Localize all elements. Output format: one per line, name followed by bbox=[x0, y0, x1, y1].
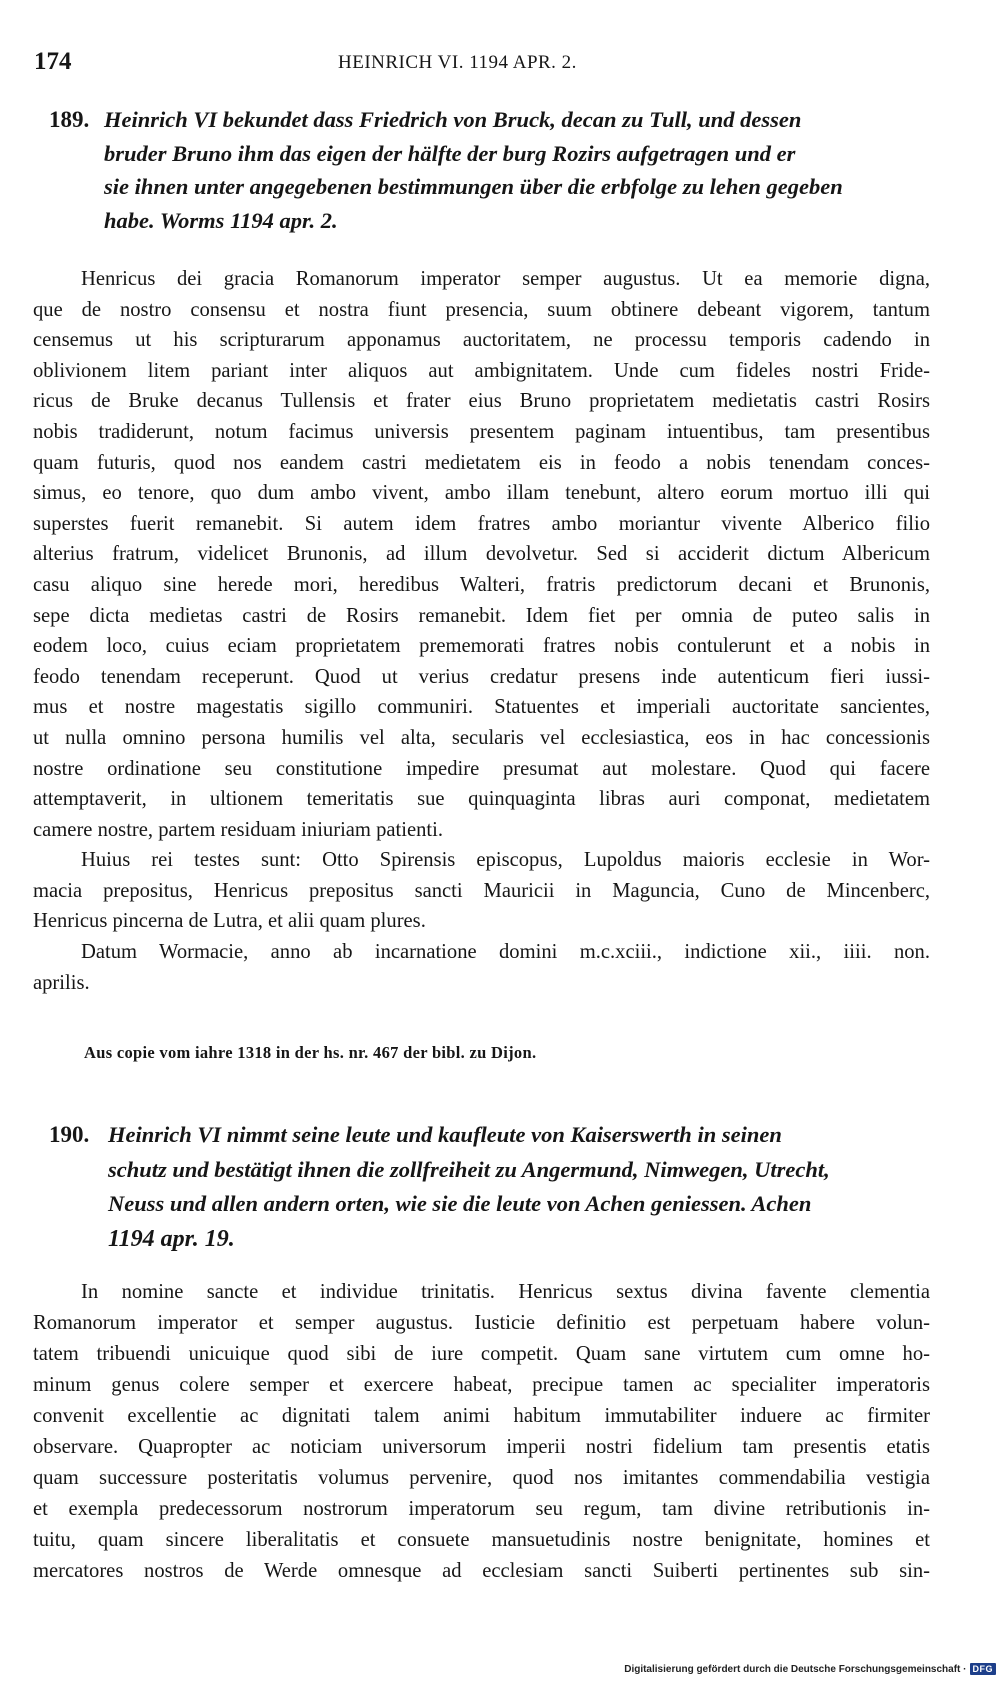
text-line: Datum Wormacie, anno ab incarnatione domini m.c.xciii., indictione xii., iiii. non. bbox=[81, 941, 930, 964]
text-line: ricus de Bruke decanus Tullensis et frater eius Bruno proprietatem medietatis castri Rosirs bbox=[33, 390, 930, 413]
text-line: nobis tradiderunt, notum facimus universis presentem paginam intuentibus, tam presentibus bbox=[33, 420, 930, 443]
text-line: sepe dicta medietas castri de Rosirs remanebit. Idem fiet per omnia de puteo salis in bbox=[33, 604, 930, 627]
entry-190-number: 190. bbox=[49, 1122, 90, 1147]
text-line: convenit excellentie ac dignitati talem animi habitum immutabiliter induere ac firmiter bbox=[33, 1405, 930, 1427]
text-line: quam successure posteritatis volumus pervenire, quod nos imitantes commendabilia vestigia bbox=[33, 1467, 930, 1489]
text-line: nostre ordinatione seu constitutione impedire presumat aut molestare. Quod qui facere bbox=[33, 757, 930, 780]
text-line: quam futuris, quod nos eandem castri medietatem eis in feodo a nobis tenendam conces- bbox=[33, 451, 930, 474]
page-header bbox=[34, 48, 934, 82]
entry-189-heading-line: habe. Worms 1194 apr. 2. bbox=[104, 207, 338, 233]
text-line: mus et nostre magestatis sigillo communiri. Statuentes et imperiali auctoritate sancientes, bbox=[33, 696, 930, 719]
entry-190-heading-line: 1194 apr. 19. bbox=[108, 1225, 235, 1252]
text-line: aprilis. bbox=[33, 971, 90, 994]
text-line: simus, eo tenore, quo dum ambo vivent, ambo illam tenebunt, altero eorum mortuo illi qui bbox=[33, 482, 930, 505]
text-line: ut nulla omnino persona humilis vel alta, secularis vel ecclesiastica, eos in hac concessionis bbox=[33, 726, 930, 749]
entry-190-heading-line: Heinrich VI nimmt seine leute und kaufleute von Kaiserswerth in seinen bbox=[108, 1122, 782, 1147]
text-line: superstes fuerit remanebit. Si autem idem fratres ambo moriantur vivente Alberico filio bbox=[33, 512, 930, 535]
text-line: mercatores nostros de Werde omnesque ad ecclesiam sancti Suiberti pertinentes sub sin- bbox=[33, 1560, 930, 1582]
credit-text: Digitalisierung gefördert durch die Deutsche Forschungsgemeinschaft · bbox=[624, 1663, 967, 1675]
entry-190-text bbox=[33, 1277, 930, 1587]
text-line: Henricus pincerna de Lutra, et alii quam plures. bbox=[33, 910, 426, 933]
text-line: tuitu, quam sincere liberalitatis et consuete mansuetudinis nostre benignitate, homines et bbox=[33, 1529, 930, 1551]
entry-190-heading-line: Neuss und allen andern orten, wie sie die leute von Achen geniessen. Achen bbox=[108, 1191, 812, 1216]
entry-189-heading bbox=[49, 103, 930, 237]
dfg-logo: DFG bbox=[970, 1663, 997, 1675]
entry-189-heading-line: Heinrich VI bekundet dass Friedrich von Bruck, decan zu Tull, und dessen bbox=[104, 107, 802, 132]
source-note: Aus copie vom iahre 1318 in der hs. nr. 467 der bibl. zu Dijon. bbox=[84, 1043, 537, 1062]
text-line: et exempla predecessorum nostrorum imperatorum seu regum, tam divine retributionis in- bbox=[33, 1498, 930, 1520]
running-head: HEINRICH VI. 1194 APR. 2. bbox=[338, 52, 577, 73]
text-line: eodem loco, cuius eciam proprietatem prememorati fratres nobis contulerunt et a nobis in bbox=[33, 635, 930, 658]
entry-189-heading-line: sie ihnen unter angegebenen bestimmungen über die erbfolge zu lehen gegeben bbox=[104, 174, 843, 199]
text-line: In nomine sancte et individue trinitatis. Henricus sextus divina favente clementia bbox=[81, 1281, 930, 1303]
digitization-credit bbox=[624, 1663, 996, 1675]
text-line: Huius rei testes sunt: Otto Spirensis episcopus, Lupoldus maioris ecclesie in Wor- bbox=[81, 849, 930, 872]
entry-190-heading bbox=[49, 1118, 930, 1256]
text-line: feodo tenendam receperunt. Quod ut verius credatur presens inde autenticum fieri iussi- bbox=[33, 665, 930, 688]
text-line: casu aliquo sine herede mori, heredibus Walteri, fratris predictorum decani et Brunonis, bbox=[33, 573, 930, 596]
text-line: macia prepositus, Henricus prepositus sancti Mauricii in Maguncia, Cuno de Mincenberc, bbox=[33, 879, 930, 902]
text-line: camere nostre, partem residuam iniuriam patienti. bbox=[33, 818, 444, 841]
entry-189-heading-line: bruder Bruno ihm das eigen der hälfte der burg Rozirs aufgetragen und er bbox=[104, 140, 796, 166]
text-line: observare. Quapropter ac noticiam universorum imperii nostri fidelium tam presentis etatis bbox=[33, 1436, 930, 1458]
text-line: tatem tribuendi unicuique quod sibi de iure competit. Quam sane virtutem cum omne ho- bbox=[33, 1343, 930, 1365]
text-line: attemptaverit, in ultionem temeritatis sue quinquaginta libras auri componat, medietatem bbox=[33, 788, 930, 811]
entry-189-text bbox=[33, 264, 930, 998]
text-line: que de nostro consensu et nostra fiunt presencia, suum obtinere debeant vigorem, tantum bbox=[33, 298, 930, 321]
text-line: Romanorum imperator et semper augustus. Iusticie definitio est perpetuam habere volun- bbox=[33, 1312, 930, 1334]
text-line: censemus ut his scripturarum apponamus auctoritatem, ne processu temporis cadendo in bbox=[33, 329, 930, 352]
page-number: 174 bbox=[34, 48, 72, 75]
text-line: Henricus dei gracia Romanorum imperator semper augustus. Ut ea memorie digna, bbox=[81, 268, 930, 290]
text-line: alterius fratrum, videlicet Brunonis, ad illum devolvetur. Sed si acciderit dictum Albericum bbox=[33, 543, 930, 566]
entry-189-number: 189. bbox=[49, 107, 90, 132]
text-line: minum genus colere semper et exercere habeat, precipue tamen ac specialiter imperatoris bbox=[33, 1374, 930, 1396]
entry-190-heading-line: schutz und bestätigt ihnen die zollfreiheit zu Angermund, Nimwegen, Utrecht, bbox=[108, 1156, 830, 1182]
text-line: oblivionem litem pariant inter aliquos aut ambignitatem. Unde cum fideles nostri Fride- bbox=[33, 359, 930, 382]
